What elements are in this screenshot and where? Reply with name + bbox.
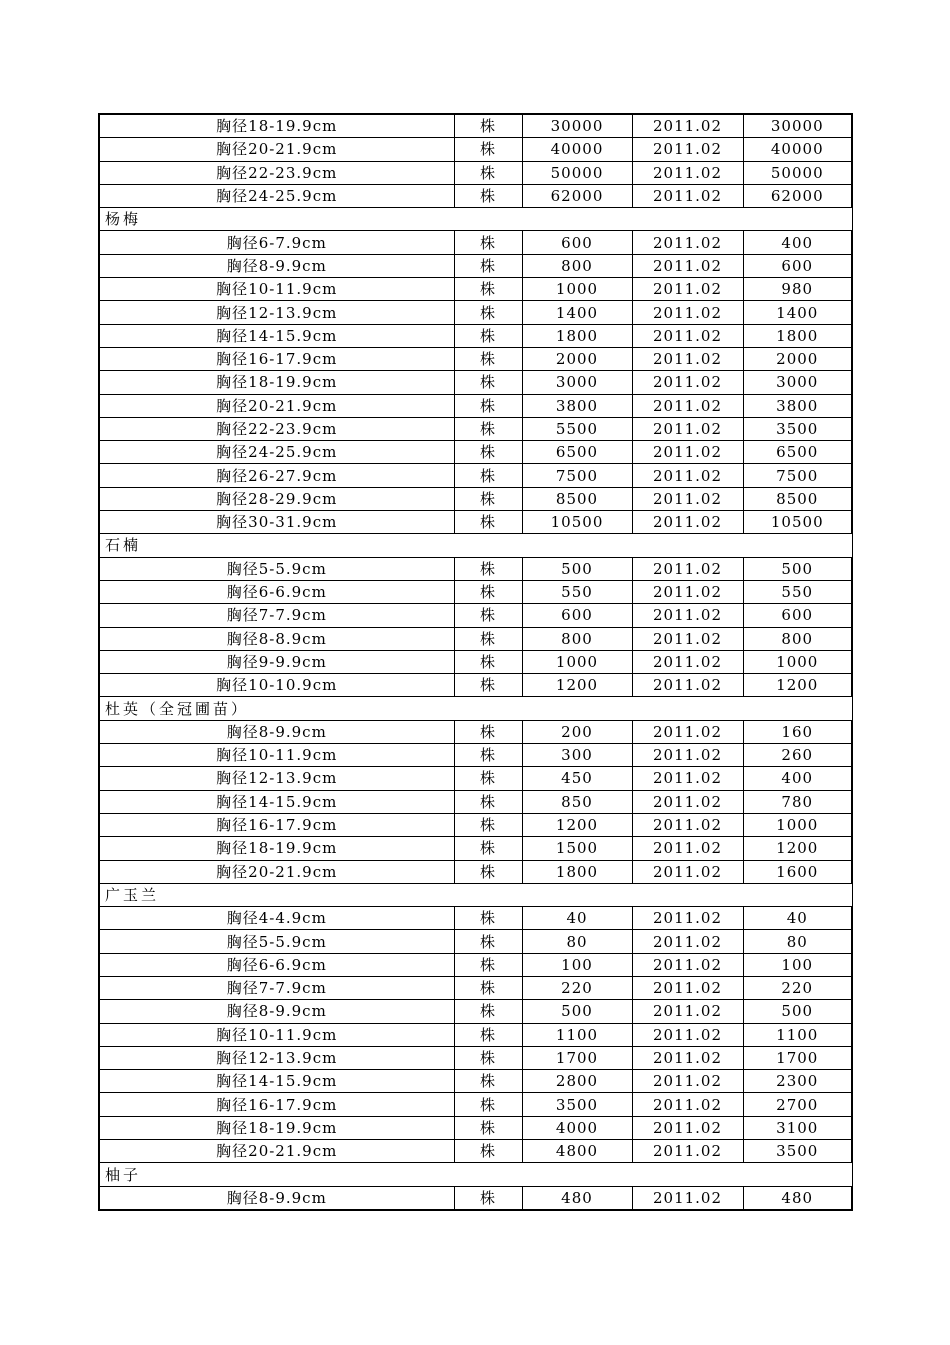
price-cell: 1800	[522, 324, 632, 347]
table-row	[99, 953, 852, 976]
price-cell: 480	[522, 1186, 632, 1210]
price-cell: 1000	[522, 650, 632, 673]
spec-cell: 胸径8-9.9cm	[99, 720, 454, 743]
spec-cell: 胸径16-17.9cm	[99, 1093, 454, 1116]
table-row	[99, 650, 852, 673]
spec-cell: 胸径20-21.9cm	[99, 860, 454, 883]
date-cell: 2011.02	[632, 1046, 743, 1069]
date-cell: 2011.02	[632, 953, 743, 976]
table-row	[99, 394, 852, 417]
table-row	[99, 184, 852, 207]
date-cell: 2011.02	[632, 930, 743, 953]
unit-cell: 株	[454, 674, 522, 697]
date-cell: 2011.02	[632, 674, 743, 697]
spec-cell: 胸径18-19.9cm	[99, 837, 454, 860]
spec-cell: 胸径4-4.9cm	[99, 907, 454, 930]
table-row	[99, 347, 852, 370]
date-cell: 2011.02	[632, 650, 743, 673]
table-row	[99, 627, 852, 650]
table-row	[99, 1093, 852, 1116]
unit-cell: 株	[454, 161, 522, 184]
date-cell: 2011.02	[632, 254, 743, 277]
unit-cell: 株	[454, 441, 522, 464]
table-row	[99, 278, 852, 301]
date-cell: 2011.02	[632, 767, 743, 790]
date-cell: 2011.02	[632, 744, 743, 767]
price-cell: 62000	[522, 184, 632, 207]
price-cell: 600	[522, 604, 632, 627]
unit-cell: 株	[454, 324, 522, 347]
table-row	[99, 1023, 852, 1046]
date-cell: 2011.02	[632, 1140, 743, 1163]
table-row	[99, 301, 852, 324]
spec-cell: 胸径10-10.9cm	[99, 674, 454, 697]
spec-cell: 胸径8-9.9cm	[99, 1000, 454, 1023]
price-cell: 3000	[522, 371, 632, 394]
date-cell: 2011.02	[632, 907, 743, 930]
section-header-row	[99, 883, 852, 906]
value-cell: 80	[743, 930, 852, 953]
price-cell: 2000	[522, 347, 632, 370]
unit-cell: 株	[454, 1186, 522, 1210]
spec-cell: 胸径28-29.9cm	[99, 487, 454, 510]
unit-cell: 株	[454, 767, 522, 790]
value-cell: 3500	[743, 417, 852, 440]
price-cell: 800	[522, 627, 632, 650]
unit-cell: 株	[454, 278, 522, 301]
date-cell: 2011.02	[632, 860, 743, 883]
spec-cell: 胸径10-11.9cm	[99, 744, 454, 767]
value-cell: 780	[743, 790, 852, 813]
date-cell: 2011.02	[632, 161, 743, 184]
price-cell: 200	[522, 720, 632, 743]
spec-cell: 胸径6-6.9cm	[99, 580, 454, 603]
value-cell: 400	[743, 231, 852, 254]
spec-cell: 胸径20-21.9cm	[99, 1140, 454, 1163]
table-row	[99, 511, 852, 534]
value-cell: 8500	[743, 487, 852, 510]
price-cell: 80	[522, 930, 632, 953]
price-cell: 550	[522, 580, 632, 603]
date-cell: 2011.02	[632, 371, 743, 394]
table-row	[99, 744, 852, 767]
spec-cell: 胸径30-31.9cm	[99, 511, 454, 534]
spec-cell: 胸径10-11.9cm	[99, 278, 454, 301]
table-row	[99, 790, 852, 813]
unit-cell: 株	[454, 907, 522, 930]
spec-cell: 胸径6-6.9cm	[99, 953, 454, 976]
value-cell: 480	[743, 1186, 852, 1210]
table-row	[99, 1070, 852, 1093]
value-cell: 2300	[743, 1070, 852, 1093]
value-cell: 50000	[743, 161, 852, 184]
table-row	[99, 720, 852, 743]
spec-cell: 胸径5-5.9cm	[99, 930, 454, 953]
date-cell: 2011.02	[632, 441, 743, 464]
price-cell: 40	[522, 907, 632, 930]
table-row	[99, 813, 852, 836]
section-name: 杨梅	[99, 208, 852, 231]
price-cell: 300	[522, 744, 632, 767]
price-cell: 1200	[522, 674, 632, 697]
value-cell: 500	[743, 557, 852, 580]
value-cell: 980	[743, 278, 852, 301]
spec-cell: 胸径9-9.9cm	[99, 650, 454, 673]
spec-cell: 胸径18-19.9cm	[99, 114, 454, 138]
value-cell: 220	[743, 976, 852, 999]
value-cell: 550	[743, 580, 852, 603]
value-cell: 10500	[743, 511, 852, 534]
unit-cell: 株	[454, 487, 522, 510]
price-cell: 7500	[522, 464, 632, 487]
unit-cell: 株	[454, 744, 522, 767]
table-row	[99, 557, 852, 580]
unit-cell: 株	[454, 627, 522, 650]
spec-cell: 胸径6-7.9cm	[99, 231, 454, 254]
table-row	[99, 371, 852, 394]
table-row	[99, 860, 852, 883]
spec-cell: 胸径5-5.9cm	[99, 557, 454, 580]
section-header-row	[99, 1163, 852, 1186]
date-cell: 2011.02	[632, 184, 743, 207]
spec-cell: 胸径8-9.9cm	[99, 254, 454, 277]
spec-cell: 胸径20-21.9cm	[99, 394, 454, 417]
price-cell: 50000	[522, 161, 632, 184]
date-cell: 2011.02	[632, 324, 743, 347]
unit-cell: 株	[454, 301, 522, 324]
price-cell: 4800	[522, 1140, 632, 1163]
table-row	[99, 907, 852, 930]
date-cell: 2011.02	[632, 1093, 743, 1116]
table-row	[99, 604, 852, 627]
price-cell: 600	[522, 231, 632, 254]
value-cell: 800	[743, 627, 852, 650]
section-name: 石楠	[99, 534, 852, 557]
unit-cell: 株	[454, 464, 522, 487]
spec-cell: 胸径22-23.9cm	[99, 161, 454, 184]
spec-cell: 胸径8-8.9cm	[99, 627, 454, 650]
value-cell: 1100	[743, 1023, 852, 1046]
spec-cell: 胸径18-19.9cm	[99, 371, 454, 394]
spec-cell: 胸径16-17.9cm	[99, 347, 454, 370]
price-cell: 40000	[522, 138, 632, 161]
spec-cell: 胸径26-27.9cm	[99, 464, 454, 487]
table-row	[99, 487, 852, 510]
unit-cell: 株	[454, 114, 522, 138]
unit-cell: 株	[454, 231, 522, 254]
table-row	[99, 464, 852, 487]
unit-cell: 株	[454, 580, 522, 603]
unit-cell: 株	[454, 860, 522, 883]
value-cell: 3500	[743, 1140, 852, 1163]
value-cell: 1800	[743, 324, 852, 347]
spec-cell: 胸径20-21.9cm	[99, 138, 454, 161]
table-row	[99, 254, 852, 277]
unit-cell: 株	[454, 138, 522, 161]
unit-cell: 株	[454, 184, 522, 207]
section-name: 广玉兰	[99, 883, 852, 906]
date-cell: 2011.02	[632, 580, 743, 603]
date-cell: 2011.02	[632, 278, 743, 301]
value-cell: 3000	[743, 371, 852, 394]
spec-cell: 胸径16-17.9cm	[99, 813, 454, 836]
unit-cell: 株	[454, 604, 522, 627]
date-cell: 2011.02	[632, 464, 743, 487]
value-cell: 600	[743, 254, 852, 277]
unit-cell: 株	[454, 720, 522, 743]
spec-cell: 胸径14-15.9cm	[99, 790, 454, 813]
date-cell: 2011.02	[632, 604, 743, 627]
spec-cell: 胸径8-9.9cm	[99, 1186, 454, 1210]
value-cell: 1000	[743, 813, 852, 836]
price-cell: 1700	[522, 1046, 632, 1069]
table-row	[99, 930, 852, 953]
spec-cell: 胸径14-15.9cm	[99, 1070, 454, 1093]
price-cell: 4000	[522, 1116, 632, 1139]
price-cell: 800	[522, 254, 632, 277]
unit-cell: 株	[454, 557, 522, 580]
value-cell: 2700	[743, 1093, 852, 1116]
value-cell: 500	[743, 1000, 852, 1023]
unit-cell: 株	[454, 1093, 522, 1116]
spec-cell: 胸径22-23.9cm	[99, 417, 454, 440]
unit-cell: 株	[454, 650, 522, 673]
date-cell: 2011.02	[632, 1186, 743, 1210]
date-cell: 2011.02	[632, 417, 743, 440]
date-cell: 2011.02	[632, 511, 743, 534]
table-row	[99, 231, 852, 254]
unit-cell: 株	[454, 837, 522, 860]
price-cell: 500	[522, 1000, 632, 1023]
date-cell: 2011.02	[632, 790, 743, 813]
date-cell: 2011.02	[632, 347, 743, 370]
date-cell: 2011.02	[632, 487, 743, 510]
spec-cell: 胸径12-13.9cm	[99, 1046, 454, 1069]
price-cell: 1100	[522, 1023, 632, 1046]
price-table	[98, 113, 853, 1211]
value-cell: 7500	[743, 464, 852, 487]
price-cell: 100	[522, 953, 632, 976]
unit-cell: 株	[454, 394, 522, 417]
table-row	[99, 324, 852, 347]
value-cell: 3100	[743, 1116, 852, 1139]
spec-cell: 胸径10-11.9cm	[99, 1023, 454, 1046]
date-cell: 2011.02	[632, 976, 743, 999]
table-row	[99, 417, 852, 440]
section-header-row	[99, 208, 852, 231]
price-cell: 5500	[522, 417, 632, 440]
date-cell: 2011.02	[632, 627, 743, 650]
unit-cell: 株	[454, 1046, 522, 1069]
date-cell: 2011.02	[632, 813, 743, 836]
price-cell: 1200	[522, 813, 632, 836]
date-cell: 2011.02	[632, 231, 743, 254]
spec-cell: 胸径14-15.9cm	[99, 324, 454, 347]
date-cell: 2011.02	[632, 1070, 743, 1093]
unit-cell: 株	[454, 371, 522, 394]
spec-cell: 胸径12-13.9cm	[99, 767, 454, 790]
value-cell: 6500	[743, 441, 852, 464]
price-cell: 220	[522, 976, 632, 999]
date-cell: 2011.02	[632, 1000, 743, 1023]
date-cell: 2011.02	[632, 557, 743, 580]
value-cell: 3800	[743, 394, 852, 417]
date-cell: 2011.02	[632, 1116, 743, 1139]
price-cell: 6500	[522, 441, 632, 464]
unit-cell: 株	[454, 930, 522, 953]
spec-cell: 胸径7-7.9cm	[99, 976, 454, 999]
value-cell: 40000	[743, 138, 852, 161]
unit-cell: 株	[454, 1116, 522, 1139]
value-cell: 1400	[743, 301, 852, 324]
section-name: 柚子	[99, 1163, 852, 1186]
table-row	[99, 1186, 852, 1210]
value-cell: 30000	[743, 114, 852, 138]
spec-cell: 胸径12-13.9cm	[99, 301, 454, 324]
value-cell: 160	[743, 720, 852, 743]
price-cell: 3800	[522, 394, 632, 417]
unit-cell: 株	[454, 813, 522, 836]
date-cell: 2011.02	[632, 1023, 743, 1046]
unit-cell: 株	[454, 1000, 522, 1023]
unit-cell: 株	[454, 976, 522, 999]
price-table-body	[99, 114, 852, 1210]
date-cell: 2011.02	[632, 394, 743, 417]
table-row	[99, 767, 852, 790]
value-cell: 100	[743, 953, 852, 976]
spec-cell: 胸径24-25.9cm	[99, 184, 454, 207]
value-cell: 1600	[743, 860, 852, 883]
price-cell: 450	[522, 767, 632, 790]
unit-cell: 株	[454, 511, 522, 534]
price-cell: 500	[522, 557, 632, 580]
section-header-row	[99, 534, 852, 557]
unit-cell: 株	[454, 1023, 522, 1046]
unit-cell: 株	[454, 790, 522, 813]
value-cell: 62000	[743, 184, 852, 207]
table-row	[99, 138, 852, 161]
table-row	[99, 1116, 852, 1139]
value-cell: 1200	[743, 837, 852, 860]
section-name: 杜英（全冠圃苗）	[99, 697, 852, 720]
table-row	[99, 837, 852, 860]
price-cell: 10500	[522, 511, 632, 534]
spec-cell: 胸径24-25.9cm	[99, 441, 454, 464]
unit-cell: 株	[454, 417, 522, 440]
value-cell: 400	[743, 767, 852, 790]
unit-cell: 株	[454, 1140, 522, 1163]
price-cell: 1800	[522, 860, 632, 883]
table-row	[99, 674, 852, 697]
section-header-row	[99, 697, 852, 720]
table-row	[99, 1046, 852, 1069]
unit-cell: 株	[454, 1070, 522, 1093]
date-cell: 2011.02	[632, 138, 743, 161]
table-row	[99, 114, 852, 138]
price-cell: 850	[522, 790, 632, 813]
unit-cell: 株	[454, 347, 522, 370]
date-cell: 2011.02	[632, 837, 743, 860]
value-cell: 40	[743, 907, 852, 930]
unit-cell: 株	[454, 953, 522, 976]
spec-cell: 胸径18-19.9cm	[99, 1116, 454, 1139]
table-row	[99, 161, 852, 184]
table-row	[99, 976, 852, 999]
value-cell: 600	[743, 604, 852, 627]
table-row	[99, 1140, 852, 1163]
value-cell: 1700	[743, 1046, 852, 1069]
value-cell: 1200	[743, 674, 852, 697]
value-cell: 260	[743, 744, 852, 767]
date-cell: 2011.02	[632, 114, 743, 138]
value-cell: 2000	[743, 347, 852, 370]
date-cell: 2011.02	[632, 301, 743, 324]
price-cell: 2800	[522, 1070, 632, 1093]
date-cell: 2011.02	[632, 720, 743, 743]
spec-cell: 胸径7-7.9cm	[99, 604, 454, 627]
unit-cell: 株	[454, 254, 522, 277]
price-cell: 3500	[522, 1093, 632, 1116]
table-row	[99, 441, 852, 464]
price-cell: 1000	[522, 278, 632, 301]
table-row	[99, 1000, 852, 1023]
price-cell: 30000	[522, 114, 632, 138]
price-cell: 8500	[522, 487, 632, 510]
value-cell: 1000	[743, 650, 852, 673]
price-cell: 1500	[522, 837, 632, 860]
table-row	[99, 580, 852, 603]
price-cell: 1400	[522, 301, 632, 324]
